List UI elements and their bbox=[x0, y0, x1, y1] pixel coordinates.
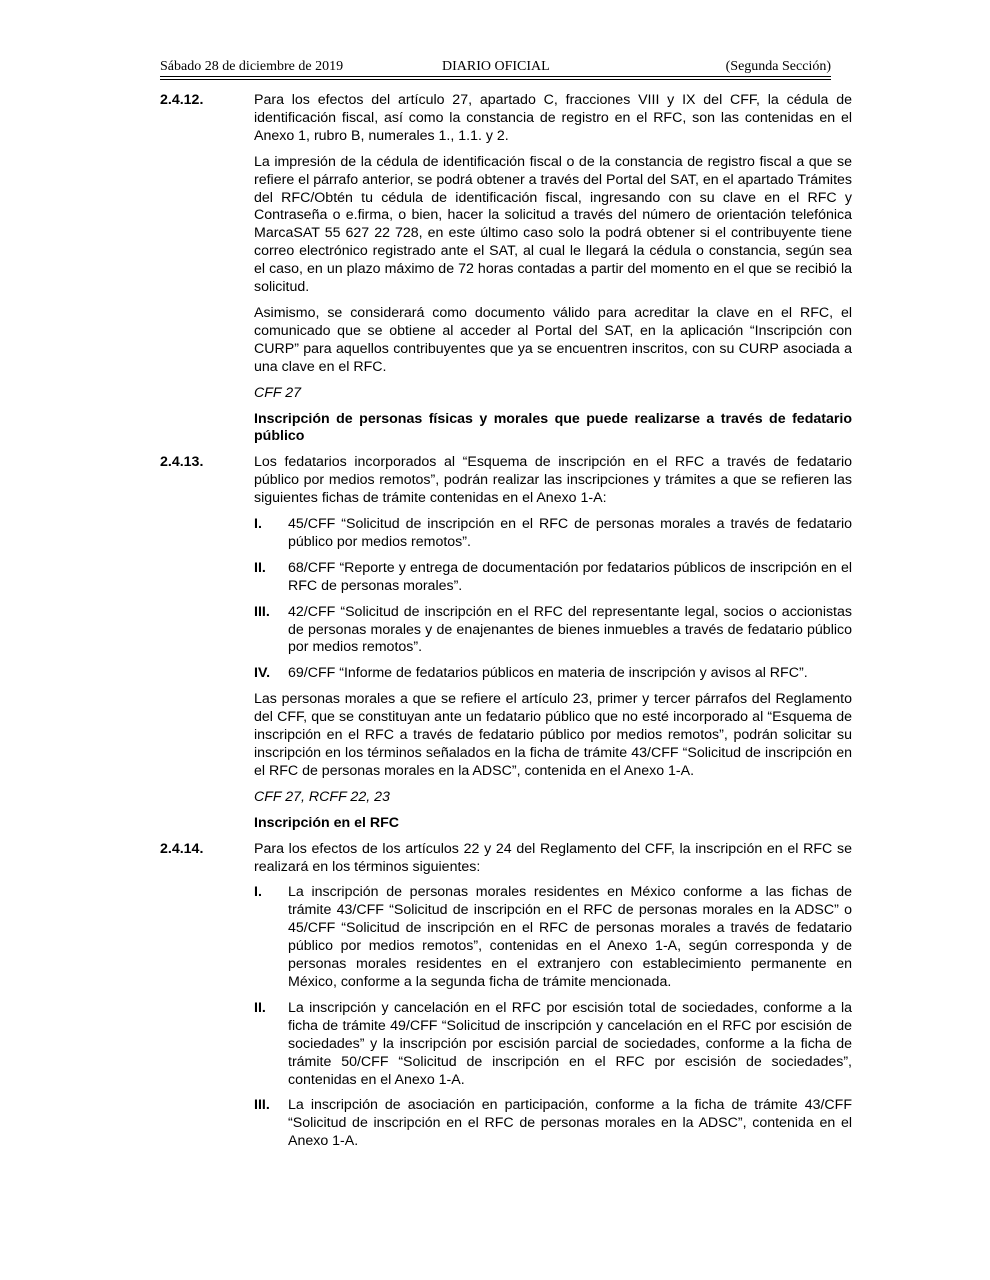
section-heading: Inscripción en el RFC bbox=[254, 814, 400, 831]
list-item-number: I. bbox=[254, 884, 262, 901]
page-header bbox=[160, 58, 831, 76]
list-item bbox=[254, 884, 852, 991]
rule-body bbox=[254, 454, 852, 781]
list-item-text: 42/CFF “Solicitud de inscripción en el RFC del representante legal, socios o accionistas de personas morales y de enajenantes de bienes inmuebles a través de fedatario público por medios remotos”. bbox=[288, 603, 852, 656]
rule-body bbox=[254, 92, 852, 377]
list-item bbox=[254, 1000, 852, 1090]
list-item-number: III. bbox=[254, 1097, 270, 1114]
rule-2-4-14 bbox=[160, 841, 852, 1160]
rule-number: 2.4.13. bbox=[160, 454, 204, 471]
legal-reference: CFF 27, RCFF 22, 23 bbox=[254, 788, 390, 805]
list-item-number: IV. bbox=[254, 665, 271, 682]
header-rule-bottom bbox=[160, 79, 831, 80]
paragraph: Las personas morales a que se refiere el artículo 23, primer y tercer párrafos del Reglamento del CFF, que se constituyan ante un fedatario público que no esté incorporado al “Esquema de inscripción en el RFC a través de fedatario público por medios remotos”, podrán solicitar su inscripción en los términos señalados en la ficha de trámite 43/CFF “Solicitud de inscripción en el RFC de personas morales en la ADSC”, contenida en el Anexo 1-A. bbox=[254, 691, 852, 779]
rule-body bbox=[254, 841, 852, 1160]
list-item bbox=[254, 604, 852, 658]
list-item-text: 68/CFF “Reporte y entrega de documentación por fedatarios públicos de inscripción en el RFC de personas morales”. bbox=[288, 559, 852, 594]
paragraph: Asimismo, se considerará como documento válido para acreditar la clave en el RFC, el comunicado que se obtiene al acceder al Portal del SAT, en la aplicación “Inscripción con CURP” para aquellos contribuyentes que ya se encuentren inscritos, con su CURP asociada a una clave en el RFC. bbox=[254, 304, 852, 375]
list-item-number: I. bbox=[254, 516, 262, 533]
legal-reference: CFF 27 bbox=[254, 384, 302, 401]
header-rule-top bbox=[160, 76, 831, 77]
paragraph: Los fedatarios incorporados al “Esquema de inscripción en el RFC a través de fedatario público por medios remotos”, podrán realizar las inscripciones y trámites a que se refieren las siguientes fichas de trámite contenidas en el Anexo 1-A: bbox=[254, 454, 852, 507]
list-item-number: II. bbox=[254, 999, 266, 1016]
list-item-number: II. bbox=[254, 559, 266, 576]
rule-number: 2.4.14. bbox=[160, 840, 204, 857]
section-heading: Inscripción de personas físicas y morales que puede realizarse a través de fedatario público bbox=[254, 410, 852, 445]
document-body bbox=[160, 92, 852, 1167]
list-item bbox=[254, 1097, 852, 1151]
paragraph: La impresión de la cédula de identificación fiscal o de la constancia de registro fiscal a que se refiere el párrafo anterior, se podrá obtener a través del Portal del SAT, en el apartado Trámites del RFC/Obtén tu cédula de identificación fiscal, ingresando con su clave en el RFC y Contraseña o e.firma, o bien, hacer la solicitud a través del número de orientación telefónica MarcaSAT 55 627 22 728, en este último caso solo la podrá obtener si el contribuyente tiene correo electrónico registrado ante el SAT, al cual le llegará la cédula o constancia, según sea el caso, en un plazo máximo de 72 horas contadas a partir del momento en el que se recibió la solicitud. bbox=[254, 153, 852, 296]
header-date: Sábado 28 de diciembre de 2019 bbox=[160, 59, 344, 74]
list-item-text: La inscripción y cancelación en el RFC por escisión total de sociedades, conforme a la ficha de trámite 49/CFF “Solicitud de inscripción y cancelación en el RFC por escisión de sociedades” y la inscripción por escisión parcial de sociedades, conforme a la ficha de trámite 50/CFF “Solicitud de inscripción en el RFC por escisión de sociedades”, contenidas en el Anexo 1-A. bbox=[288, 999, 852, 1088]
rule-2-4-12 bbox=[160, 92, 852, 377]
list-item-text: La inscripción de personas morales residentes en México conforme a las fichas de trámite 43/CFF “Solicitud de inscripción en el RFC de personas morales en la ADSC” o 45/CFF “Solicitud de inscripción en el RFC de personas morales a través de fedatario público por medios remotos”, contenidas en el Anexo 1-A, según corresponda y de personas morales residentes en el extranjero con establecimiento permanente en México, conforme a la segunda ficha de trámite mencionada. bbox=[288, 884, 852, 990]
header-section: (Segunda Sección) bbox=[725, 59, 831, 74]
list-item bbox=[254, 560, 852, 596]
list-item bbox=[254, 516, 852, 552]
list-item bbox=[254, 665, 852, 683]
rule-number: 2.4.12. bbox=[160, 92, 204, 108]
list-item-text: 45/CFF “Solicitud de inscripción en el RFC de personas morales a través de fedatario público por medios remotos”. bbox=[288, 516, 852, 550]
rule-2-4-13 bbox=[160, 454, 852, 781]
header-publication: DIARIO OFICIAL bbox=[442, 59, 550, 74]
paragraph: Para los efectos del artículo 27, apartado C, fracciones VIII y IX del CFF, la cédula de identificación fiscal, así como la constancia de registro en el RFC, son las contenidas en el Anexo 1, rubro B, numerales 1., 1.1. y 2. bbox=[254, 92, 852, 144]
list-item-text: La inscripción de asociación en participación, conforme a la ficha de trámite 43/CFF “Solicitud de inscripción en el RFC de personas morales en la ADSC”, contenida en el Anexo 1-A. bbox=[288, 1097, 852, 1150]
paragraph: Para los efectos de los artículos 22 y 24 del Reglamento del CFF, la inscripción en el RFC se realizará en los términos siguientes: bbox=[254, 840, 852, 875]
list-item-number: III. bbox=[254, 603, 270, 620]
list-item-text: 69/CFF “Informe de fedatarios públicos en materia de inscripción y avisos al RFC”. bbox=[288, 665, 808, 682]
